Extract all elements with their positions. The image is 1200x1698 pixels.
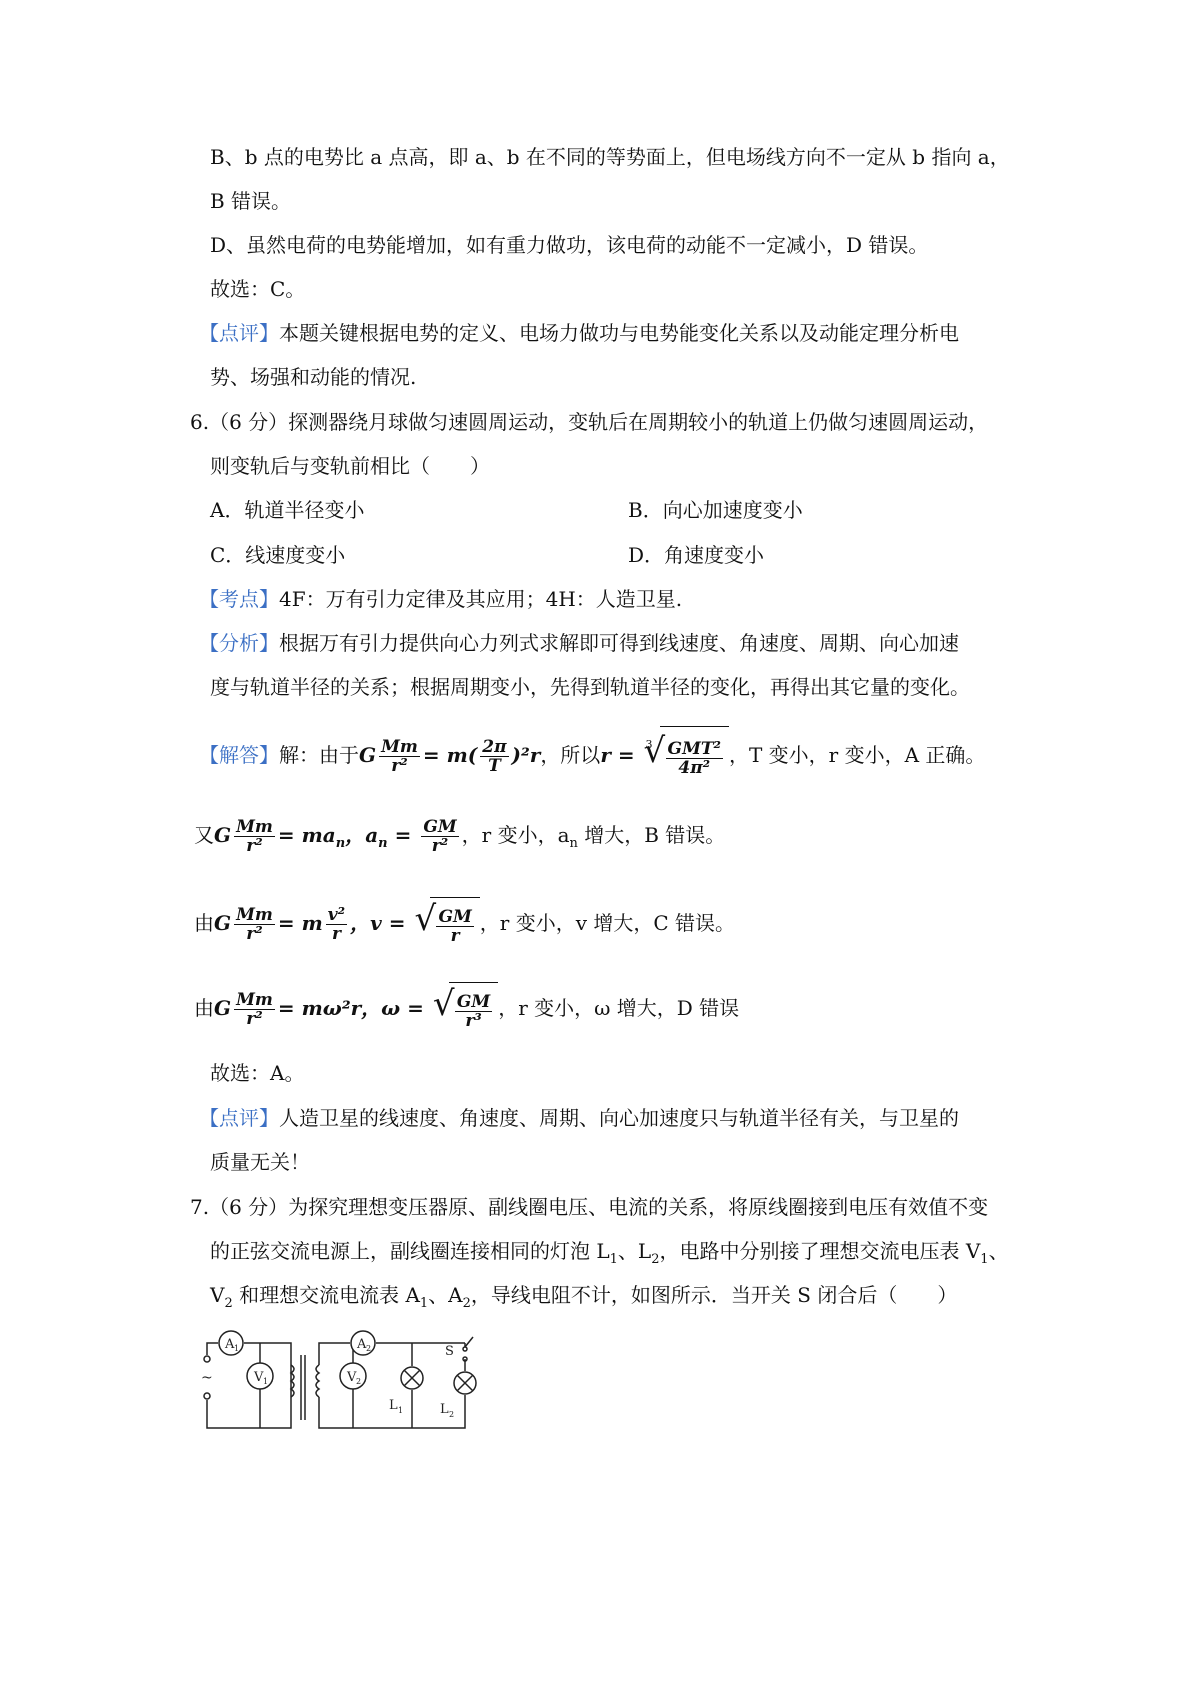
prev-option-b-line1: B、b 点的电势比 a 点高，即 a、b 在不同的等势面上，但电场线方向不一定从 b 指向 a， xyxy=(210,145,1010,169)
q6-fenxi-line1 xyxy=(199,628,959,658)
svg-text:L: L xyxy=(389,1398,398,1413)
accel-prefix: 又 xyxy=(194,823,214,847)
jieda-prefix: 解：由于 xyxy=(279,743,359,767)
q7-stem-line2: 的正弦交流电源上，副线圈连接相同的灯泡 $L_1$、$L_2$，电路中分别接了理想交流电压表 $V_1$、 xyxy=(210,1239,1009,1267)
velocity-suffix: ，r 变小，v 增大，C 错误。 xyxy=(479,911,736,935)
q6-option-a: A．轨道半径变小 xyxy=(210,498,365,522)
svg-text:V: V xyxy=(254,1370,264,1385)
svg-text:1: 1 xyxy=(234,1344,240,1353)
q6-answer: 故选：A。 xyxy=(210,1061,305,1085)
q6-option-b: B．向心加速度变小 xyxy=(628,498,803,522)
q6-stem-line2: 则变轨后与变轨前相比（ ） xyxy=(210,454,490,478)
q6-review-line2: 质量无关！ xyxy=(210,1150,310,1174)
formula-velocity: G $\frac{Mm}{\text{r²}}$ = m $\frac{\text{v²}}{r}$ ，v = √ $\frac{GM}{r}$ xyxy=(214,911,480,935)
fenxi-tag: 【分析】 xyxy=(199,631,279,655)
fenxi-text: 根据万有引力提供向心力列式求解即可得到线速度、角速度、周期、向心加速 xyxy=(279,631,959,655)
accel-sub: n xyxy=(569,836,578,851)
prev-answer: 故选：C。 xyxy=(210,277,306,301)
q6-fenxi-line2: 度与轨道半径的关系；根据周期变小，先得到轨道半径的变化，再得出其它量的变化。 xyxy=(210,675,970,699)
q7-stem-line3: $V_2$ 和理想交流电流表 $A_1$、$A_2$，导线电阻不计，如图所示．当开关 S 闭合后（ ） xyxy=(210,1283,958,1311)
svg-text:A: A xyxy=(225,1337,235,1352)
q6-option-c: C．线速度变小 xyxy=(210,543,346,567)
jieda-tag: 【解答】 xyxy=(199,743,279,767)
omega-suffix: ，r 变小，ω 增大，D 错误 xyxy=(498,996,740,1020)
formula-omega: G $\frac{Mm}{\text{r²}}$ = mω²r，ω = √ $\frac{GM}{\text{r³}}$ xyxy=(214,996,498,1020)
review-text: 本题关键根据电势的定义、电场力做功与电势能变化关系以及动能定理分析电 xyxy=(279,321,959,345)
svg-text:1: 1 xyxy=(398,1406,404,1415)
q6-velocity-line xyxy=(194,896,735,952)
svg-text:1: 1 xyxy=(263,1377,269,1386)
svg-text:V: V xyxy=(347,1370,357,1385)
formula-radius: r = √ 3 $\frac{\text{GMT²}}{\text{4π²}}$ xyxy=(600,743,729,767)
q6-accel-line xyxy=(194,810,725,869)
velocity-prefix: 由 xyxy=(194,911,214,935)
prev-review-line1 xyxy=(199,318,959,348)
q6-review-text: 人造卫星的线速度、角速度、周期、向心加速度只与轨道半径有关，与卫星的 xyxy=(279,1106,959,1130)
q6-kaodian xyxy=(199,584,682,614)
q7-stem-line1: 7.（6 分）为探究理想变压器原、副线圈电压、电流的关系，将原线圈接到电压有效值不变 xyxy=(190,1195,989,1219)
kaodian-tag: 【考点】 xyxy=(199,587,279,611)
accel-suffix: ，r 变小，a xyxy=(461,823,570,847)
kaodian-text: 4F：万有引力定律及其应用；4H：人造卫星. xyxy=(279,587,683,611)
q6-jieda-line xyxy=(199,725,985,787)
jieda-mid: ，所以 xyxy=(540,743,601,767)
prev-option-b-line2: B 错误。 xyxy=(210,189,292,213)
prev-option-d-line: D、虽然电荷的电势能增加，如有重力做功，该电荷的动能不一定减小，D 错误。 xyxy=(210,233,929,257)
review-tag: 【点评】 xyxy=(199,321,279,345)
q6-omega-line xyxy=(194,981,739,1037)
svg-text:A: A xyxy=(357,1337,367,1352)
svg-text:2: 2 xyxy=(366,1344,372,1353)
q6-stem-line1: 6.（6 分）探测器绕月球做匀速圆周运动，变轨后在周期较小的轨道上仍做匀速圆周运动， xyxy=(190,410,989,434)
transformer-circuit-diagram xyxy=(195,1325,485,1435)
svg-text:L: L xyxy=(440,1402,449,1417)
q6-review-line1 xyxy=(199,1103,959,1133)
omega-prefix: 由 xyxy=(194,996,214,1020)
formula-accel: G $\frac{Mm}{\text{r²}}$ = $ma_n$，$a_n$ = $\frac{GM}{\text{r²}}$ xyxy=(214,817,457,856)
jieda-suffix: ，T 变小，r 变小，A 正确。 xyxy=(728,743,986,767)
prev-review-line2: 势、场强和动能的情况. xyxy=(210,365,417,389)
svg-text:~: ~ xyxy=(201,1370,213,1386)
svg-text:2: 2 xyxy=(449,1410,455,1419)
svg-text:S: S xyxy=(445,1344,454,1359)
accel-end: 增大，B 错误。 xyxy=(577,823,726,847)
formula-gravity-period: G $\frac{Mm}{\text{r²}}$ = m( $\frac{2\pi}{T}$ )²r xyxy=(359,737,541,776)
q6-review-tag: 【点评】 xyxy=(199,1106,279,1130)
svg-text:2: 2 xyxy=(356,1377,362,1386)
q6-option-d: D．角速度变小 xyxy=(628,543,765,567)
